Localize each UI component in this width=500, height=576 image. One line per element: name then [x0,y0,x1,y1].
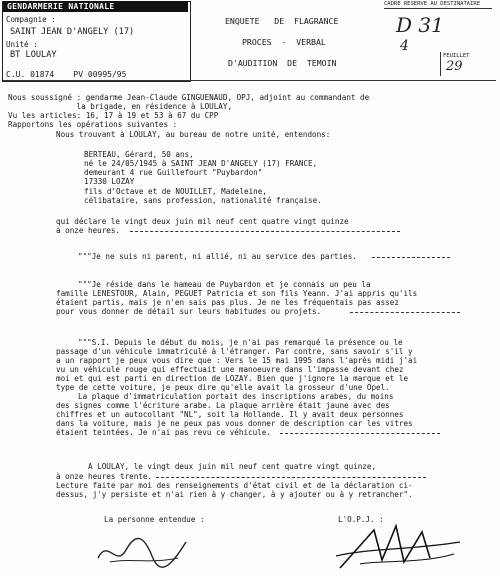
witness-parents: fils d'Octave et de NOUILLET, Madeleine, [84,187,267,196]
unit-value: BT LOULAY [10,50,57,60]
signature-label-witness: La personne entendue : [104,515,205,524]
stamp-code: D 31 [396,13,444,37]
witness-postcode: 17330 LOZAY [84,177,135,186]
document-type-line3: D'AUDITION DE TEMOIN [228,58,337,68]
statement-para2-line4: pour vous donner de détail sur leurs habitudes ou projets. [56,307,322,316]
body-line-residence: la brigade, en résidence à LOULAY, [8,102,233,111]
statement-para3-line8: des signes comme l'écriture arabe. La plaque arrière était jaune avec des [56,401,390,410]
closing-reading-line1: Lecture faite par moi des renseignements d'état civil et de la déclaration ci- [56,481,413,490]
fill-line [350,312,460,313]
statement-para3-line9: chiffres et un autocollant "NL", soit la Hollande. Il y avait deux personnes [56,410,404,419]
statement-para3-line11: étaient teintées. Je n'ai pas revu ce véhicule. [56,428,271,437]
fill-line [372,257,450,258]
recipient-caption: CADRE RESERVE AU DESTINATAIRE [384,1,492,9]
statement-para3-line7: La plaque d'immatriculation portait des inscriptions arabes, du moins [78,392,394,401]
document-type-line2: PROCES - VERBAL [242,37,326,47]
case-reference: C.U. 01874 PV 00995/95 [6,70,127,79]
closing-time: à onze heures trente. [56,472,153,481]
gendarmerie-banner: GENDARMERIE NATIONALE [3,1,188,12]
body-line-officer: Nous soussigné : gendarme Jean-Claude GINGUENAUD, OPJ, adjoint au commandant de [8,93,370,102]
company-value: SAINT JEAN D'ANGELY (17) [10,27,135,37]
body-line-rapportons: Rapportons les opérations suivantes : [8,120,178,129]
body-line-location: Nous trouvant à LOULAY, au bureau de notre unité, entendons: [56,130,331,139]
document-type-line1: ENQUETE DE FLAGRANCE [225,16,339,26]
body-line-articles: Vu les articles: 16, 17 à 19 et 53 à 67 du CPP [8,111,219,120]
declaration-date: qui déclare le vingt deux juin mil neuf cent quatre vingt quinze [56,217,349,226]
declaration-time: à onze heures. [56,226,121,235]
header-divider [2,80,496,81]
fill-line [156,477,426,478]
witness-address: demeurant 4 rue Guillefourt "Puybardon" [84,168,263,177]
signature-label-opj: L'O.P.J. : [338,515,384,524]
statement-para2-line1: """Je réside dans le hameau de Puybardon et je connais un peu la [78,280,371,289]
closing-place-date: A LOULAY, le vingt deux juin mil neuf cent quatre vingt quinze, [88,462,377,471]
statement-para1: """Je ne suis ni parent, ni allié, ni au service des parties. [78,252,357,261]
statement-para3-line6: type de cette voiture, je peux dire qu'elle avait la grosseur d'une Opel. [56,383,390,392]
company-label: Compagnie : [6,15,56,24]
stamp-number: 4 [400,38,409,54]
witness-name: BERTEAU, Gérard, 50 ans, [84,150,194,159]
statement-para2-line3: étaient partis, mais je n'en sais pas plus. Je ne les fréquentais pas assez [56,298,399,307]
witness-signature [90,528,200,572]
fill-line [130,231,400,232]
fill-line [280,433,440,434]
witness-status: célibataire, sans profession, nationalité française. [84,196,322,205]
closing-reading-line2: dessus, j'y persiste et n'ai rien à y changer, à y ajouter ou à y retrancher". [56,490,413,499]
opj-signature [330,520,470,574]
statement-para3-line5: moi et qui est parti en direction de LOZAY. Bien que j'ignore la marque et le [56,374,409,383]
statement-para3-line1: """S.I. Depuis le début du mois, je n'ai pas remarqué la présence ou le [78,338,403,347]
statement-para3-line10: dans la voiture, mais je ne peux pas vous donner de description car les vitres [56,419,413,428]
feuillet-number: 29 [446,59,463,74]
feuillet-label: FEUILLET [443,53,470,59]
statement-para3-line3: a un rapport je peux vous dire que : Vers le 15 mai 1995 dans l'après midi j'ai [56,356,418,365]
witness-birth: né le 24/05/1945 à SAINT JEAN D'ANGELY (17) FRANCE, [84,159,318,168]
statement-para3-line2: passage d'un véhicule immatriculé à l'étranger. Par contre, sans savoir s'il y [56,347,413,356]
unit-label: Unité : [6,40,38,49]
statement-para2-line2: famille LENESTOUR, Alain, PEGUET Patricia et son fils Yeann. J'ai appris qu'ils [56,289,418,298]
statement-para3-line4: vu un véhicule rouge qui effectuait une manoeuvre dans l'impasse devant chez [56,365,404,374]
